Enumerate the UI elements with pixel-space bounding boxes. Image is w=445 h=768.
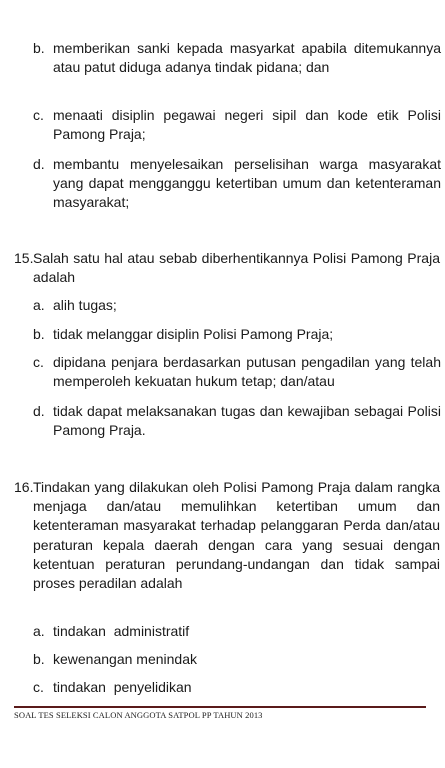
option-label: d. — [33, 156, 45, 172]
question-16 — [14, 478, 440, 593]
prev-option-d — [33, 155, 441, 213]
option-label: c. — [33, 107, 44, 123]
option-text: alih tugas; — [53, 297, 117, 313]
option-label: b. — [33, 651, 45, 667]
option-text: kewenangan menindak — [53, 651, 197, 667]
option-text: memberikan sanki kepada masyarkat apabila ditemukannya atau patut diduga adanya tindak pidana; dan — [53, 40, 441, 76]
option-label: b. — [33, 40, 45, 56]
option-label: d. — [33, 403, 45, 419]
q15-option-c — [33, 353, 441, 391]
q16-option-a — [33, 622, 441, 641]
prev-option-c — [33, 106, 441, 144]
option-text: menaati disiplin pegawai negeri sipil dan kode etik Polisi Pamong Praja; — [53, 107, 441, 143]
option-label: b. — [33, 326, 45, 342]
option-text: tidak melanggar disiplin Polisi Pamong Praja; — [53, 326, 334, 342]
option-label: a. — [33, 623, 45, 639]
question-number: 15. — [14, 250, 34, 266]
q16-option-c — [33, 678, 441, 697]
question-text: Tindakan yang dilakukan oleh Polisi Pamong Praja dalam rangka menjaga dan/atau memulihkan ketertiban umum dan ketenteraman masyarakat terhadap pelanggaran Perda dan/atau peraturan kepala daerah dengan cara yang sesuai dengan ketentuan peraturan perundang-undangan dan tidak sampai proses peradilan adalah — [33, 479, 440, 592]
question-text: Salah satu hal atau sebab diberhentikannya Polisi Pamong Praja adalah — [33, 250, 440, 286]
q15-option-b — [33, 325, 441, 344]
q15-option-d — [33, 402, 441, 440]
q15-option-a — [33, 296, 441, 315]
prev-option-b — [33, 39, 441, 77]
footer-divider — [14, 706, 426, 708]
option-label: c. — [33, 679, 44, 695]
option-text: membantu menyelesaikan perselisihan warga masyarakat yang dapat mengganggu ketertiban umum dan ketenteraman masyarakat; — [53, 156, 441, 211]
page-footer: SOAL TES SELEKSI CALON ANGGOTA SATPOL PP TAHUN 2013 — [14, 710, 263, 720]
option-label: c. — [33, 354, 44, 370]
question-15 — [14, 249, 440, 287]
option-label: a. — [33, 297, 45, 313]
option-text: dipidana penjara berdasarkan putusan pengadilan yang telah memperoleh kekuatan hukum tetap; dan/atau — [53, 354, 441, 390]
option-text: tindakan penyelidikan — [53, 679, 192, 695]
option-text: tidak dapat melaksanakan tugas dan kewajiban sebagai Polisi Pamong Praja. — [53, 403, 441, 439]
option-text: tindakan administratif — [53, 623, 190, 639]
question-number: 16. — [14, 479, 34, 495]
q16-option-b — [33, 650, 441, 669]
